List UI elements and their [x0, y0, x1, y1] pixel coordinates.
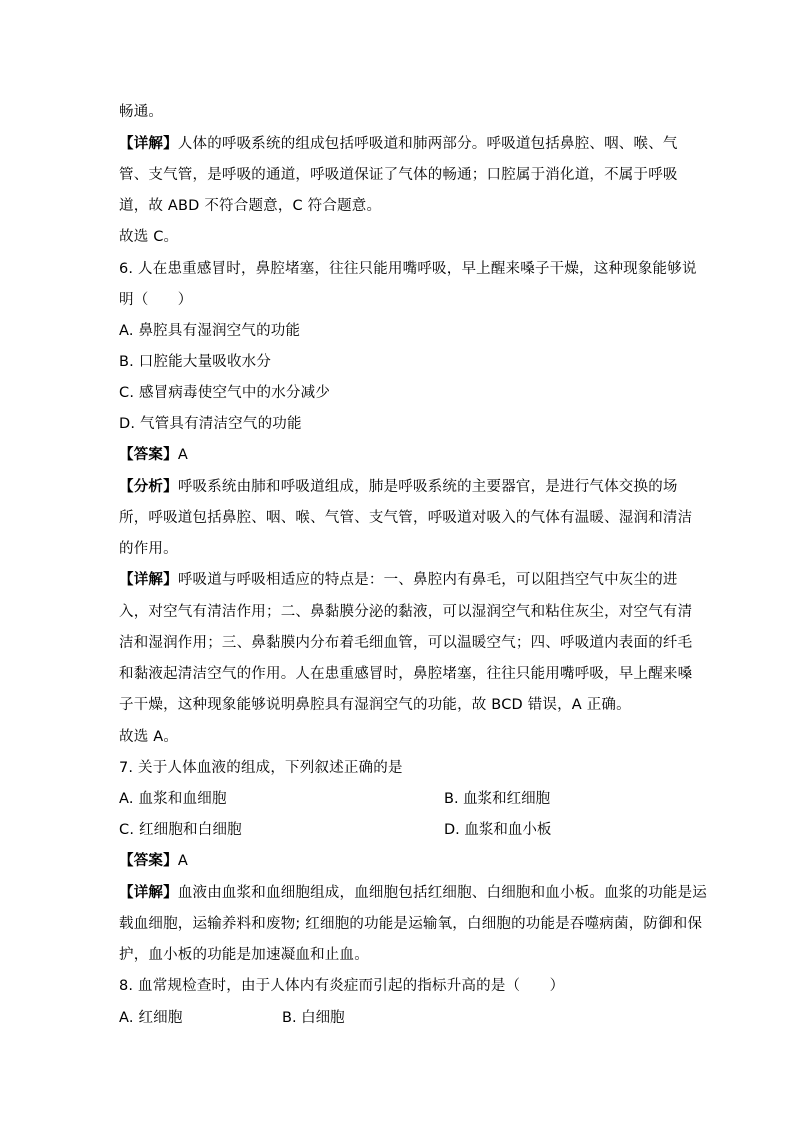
option-d: D. 气管具有清洁空气的功能 — [119, 416, 302, 432]
section-tag: 【详解】 — [119, 572, 178, 588]
section-tag: 【详解】 — [119, 136, 178, 152]
text-line: 故选 C。 — [119, 229, 179, 245]
text-line: 故选 A。 — [119, 729, 179, 745]
option-c: C. 感冒病毒使空气中的水分减少 — [119, 385, 331, 401]
option-b: B. 血浆和红细胞 — [444, 791, 551, 807]
explanation-line: 【详解】呼吸道与呼吸相适应的特点是：一、鼻腔内有鼻毛，可以阻挡空气中灰尘的进 — [119, 572, 678, 588]
text-line: 载血细胞，运输养料和废物; 红细胞的功能是运输氧，白细胞的功能是吞噬病菌，防御和保 — [119, 916, 703, 932]
option-b: B. 白细胞 — [282, 1010, 345, 1026]
section-tag: 【详解】 — [119, 885, 178, 901]
option-c: C. 红细胞和白细胞 — [119, 822, 242, 838]
text-line: 【详解】人体的呼吸系统的组成包括呼吸道和肺两部分。呼吸道包括鼻腔、咽、喉、气 — [119, 136, 678, 152]
question-7-stem: 7. 关于人体血液的组成，下列叙述正确的是 — [119, 760, 403, 776]
section-tag: 【答案】 — [119, 447, 178, 463]
answer-line: 【答案】A — [119, 447, 188, 463]
text-line: 所，呼吸道包括鼻腔、咽、喉、气管、支气管，呼吸道对吸入的气体有温暖、湿润和清洁 — [119, 510, 693, 526]
option-a: A. 血浆和血细胞 — [119, 791, 227, 807]
option-a: A. 鼻腔具有湿润空气的功能 — [119, 323, 301, 339]
text-line: 明（ ） — [119, 292, 193, 308]
text-line: 护，血小板的功能是加速凝血和止血。 — [119, 947, 369, 963]
option-b: B. 口腔能大量吸收水分 — [119, 354, 272, 370]
analysis-line: 【分析】呼吸系统由肺和呼吸道组成，肺是呼吸系统的主要器官，是进行气体交换的场 — [119, 479, 678, 495]
text-line: 的作用。 — [119, 541, 178, 557]
text-line: 入，对空气有清洁作用；二、鼻黏膜分泌的黏液，可以湿润空气和粘住灰尘，对空气有清 — [119, 604, 693, 620]
text-line: 道，故 ABD 不符合题意，C 符合题意。 — [119, 198, 382, 214]
answer-line: 【答案】A — [119, 853, 188, 869]
question-8-stem: 8. 血常规检查时，由于人体内有炎症而引起的指标升高的是（ ） — [119, 978, 565, 994]
section-tag: 【分析】 — [119, 479, 178, 495]
text-line: 管、支气管，是呼吸的通道，呼吸道保证了气体的畅通；口腔属于消化道，不属于呼吸 — [119, 167, 678, 183]
text-line: 畅通。 — [119, 104, 164, 120]
section-tag: 【答案】 — [119, 853, 178, 869]
option-d: D. 血浆和血小板 — [444, 822, 552, 838]
text-line: 子干燥，这种现象能够说明鼻腔具有湿润空气的功能，故 BCD 错误，A 正确。 — [119, 697, 631, 713]
text-line: 和黏液起清洁空气的作用。人在患重感冒时，鼻腔堵塞，往往只能用嘴呼吸，早上醒来嗓 — [119, 666, 693, 682]
text-line: 洁和湿润作用；三、鼻黏膜内分布着毛细血管，可以温暖空气；四、呼吸道内表面的纤毛 — [119, 635, 693, 651]
question-6-stem: 6. 人在患重感冒时，鼻腔堵塞，往往只能用嘴呼吸，早上醒来嗓子干燥，这种现象能够说 — [119, 261, 697, 277]
explanation-line: 【详解】血液由血浆和血细胞组成，血细胞包括红细胞、白细胞和血小板。血浆的功能是运 — [119, 885, 708, 901]
option-a: A. 红细胞 — [119, 1010, 183, 1026]
